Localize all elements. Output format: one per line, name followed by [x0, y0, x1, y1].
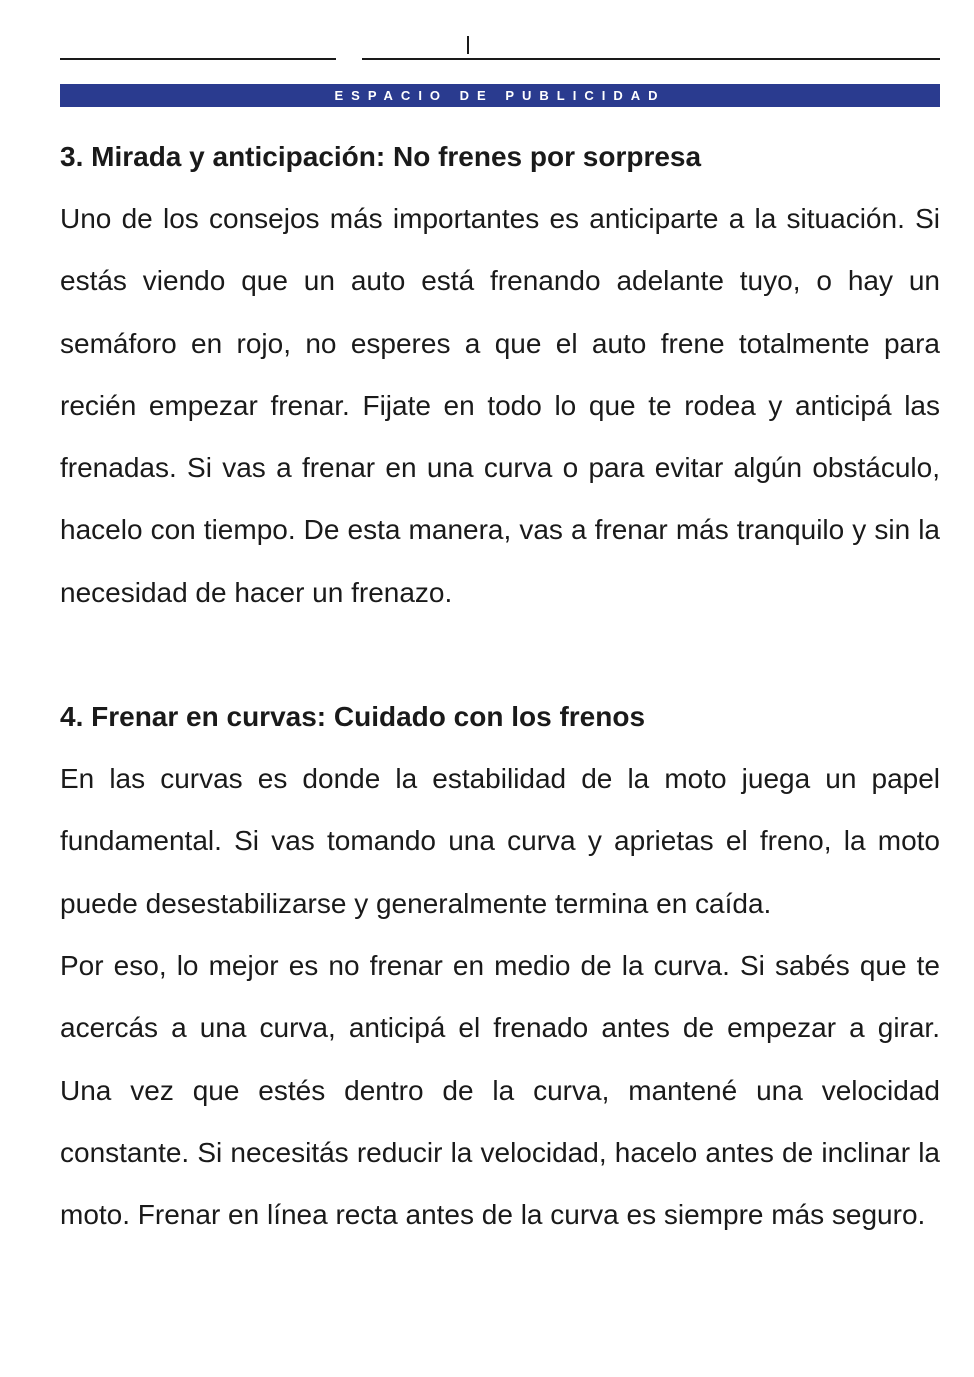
- article-body: [60, 126, 940, 1246]
- section-paragraph: Por eso, lo mejor es no frenar en medio de la curva. Si sabés que te acercás a una curva, anticipá el frenado antes de empezar a girar. Una vez que estés dentro de la curva, mantené una velocidad constante. Si necesitás reducir la velocidad, hacelo antes de inclinar la moto. Frenar en línea recta antes de la curva es siempre más seguro.: [60, 949, 940, 1231]
- section-curves: [60, 686, 940, 1246]
- section-paragraph: Uno de los consejos más importantes es anticiparte a la situación. Si estás viendo que un auto está frenando adelante tuyo, o hay un semáforo en rojo, no esperes a que el auto frene totalmente para recién empezar frenar. Fijate en todo lo que te rodea y anticipá las frenadas. Si vas a frenar en una curva o para evitar algún obstáculo, hacelo con tiempo. De esta manera, vas a frenar más tranquilo y sin la necesidad de hacer un frenazo.: [60, 203, 940, 608]
- header-rule-left: [60, 58, 336, 60]
- header-rule-right: [362, 58, 940, 60]
- header-rule-tick: [467, 36, 469, 54]
- section-paragraph: En las curvas es donde la estabilidad de la moto juega un papel fundamental. Si vas tomando una curva y aprietas el freno, la moto puede desestabilizarse y generalmente termina en caída.: [60, 763, 940, 919]
- section-anticipation: [60, 126, 940, 624]
- section-heading: 4. Frenar en curvas: Cuidado con los frenos: [60, 701, 646, 733]
- header-rules: [60, 58, 940, 62]
- section-heading: 3. Mirada y anticipación: No frenes por sorpresa: [60, 141, 702, 172]
- advertising-banner: ESPACIO DE PUBLICIDAD: [60, 84, 940, 107]
